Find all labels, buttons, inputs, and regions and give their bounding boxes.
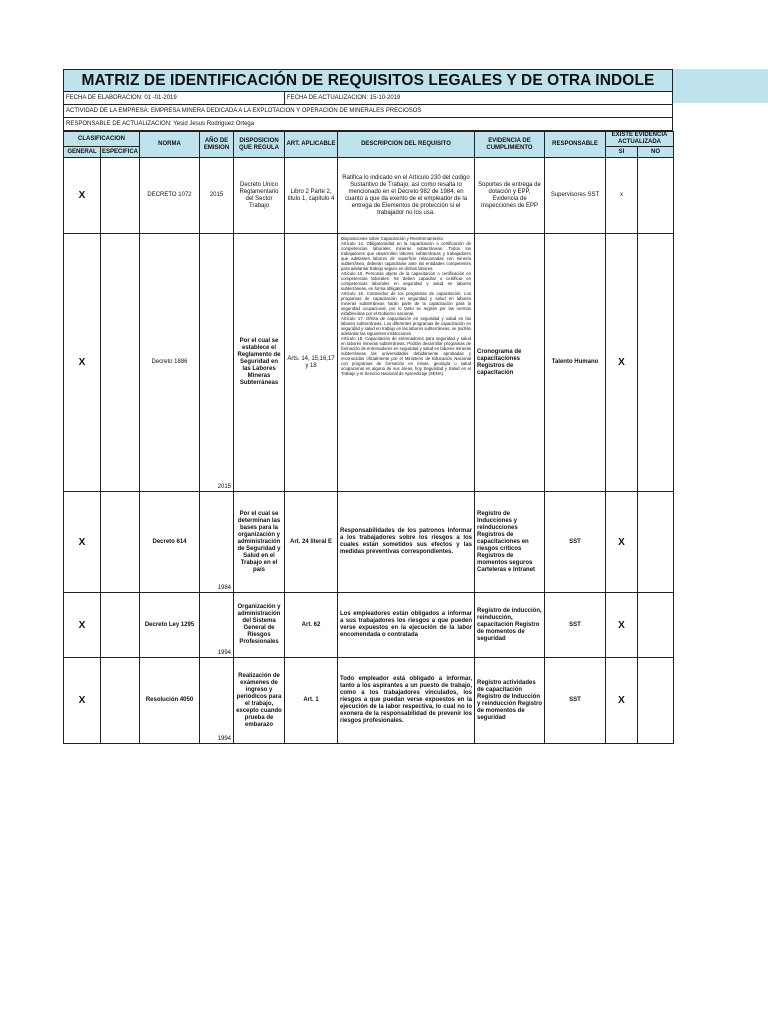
cell-no: [638, 658, 674, 744]
cell-especifica: [101, 492, 140, 593]
header-especifica: ESPECIFICA: [101, 147, 140, 158]
actividad-empresa: ACTIVIDAD DE LA EMPRESA: EMPRESA MINERA DEDICADA A LA EXPLOTACION Y OPERACIÓN DE MINERALES PRECIOSOS: [66, 108, 422, 114]
cell-especifica: [101, 658, 140, 744]
cell-anio: 1994: [217, 650, 231, 656]
cell-especifica: [101, 158, 140, 234]
cell-anio: 2015: [217, 484, 231, 490]
header-norma: NORMA: [140, 132, 200, 158]
cell-anio-container: [200, 492, 234, 593]
header-disposicion: DISPOSICION QUE REGULA: [234, 132, 285, 158]
table-row: [64, 593, 674, 658]
cell-art: Art. 62: [285, 593, 338, 658]
cell-descripcion: Ratifica lo indicado en el Artículo 230 del codigo Sustantivo de Trabajo, así como resalta lo mencionado en el Decreto 982 de 1984, en cuanto a que da exento de el empleador de la entrega de Elementos de protección si el trabajador no los usa.: [338, 158, 475, 234]
descripcion-paragraph: Disposiciones sobre Capacitación y Reentrenamiento: [341, 236, 443, 241]
cell-no: [638, 492, 674, 593]
cell-norma: DECRETO 1072: [140, 158, 200, 234]
cell-descripcion: Todo empleador está obligado a informar, tanto a los aspirantes a un puesto de trabajo, como a los trabajadores vinculados, los riesgos a que puedan verse expuestos en la ejecución de la labor respectiva, lo cual no lo exonera de la responsabilidad de prevenir los riesgos profesionales.: [338, 658, 475, 744]
responsible-row: [63, 118, 673, 131]
cell-evidencia: Registro de Inducciones y reinducciones Registros de capacitaciones en riesgos críticos Registros de momentos seguros Carteleras e Intranet: [475, 492, 545, 593]
cell-anio-container: [200, 658, 234, 744]
cell-general: X: [64, 658, 101, 744]
cell-general: X: [64, 593, 101, 658]
cell-anio-container: [200, 593, 234, 658]
header-no: NO: [638, 147, 674, 158]
cell-general: X: [64, 492, 101, 593]
activity-row: [63, 105, 673, 118]
cell-no: [638, 593, 674, 658]
cell-anio: 1994: [217, 736, 231, 742]
cell-anio: 2015: [200, 158, 234, 234]
cell-norma: Decreto 614: [140, 492, 200, 593]
responsable-actualizacion: RESPONSABLE DE ACTUALIZACION: Yesid Jesus Rodriguez Ortega: [66, 121, 255, 127]
header-anio: AÑO DE EMISION: [200, 132, 234, 158]
cell-disposicion: Realización de exámenes de ingreso y periódicos para el trabajo, excepto cuando prueba de embarazo: [234, 658, 285, 744]
cell-evidencia: Registro de inducción, reinducción, capacitación Registro de momentos de seguridad: [475, 593, 545, 658]
table-row: [64, 492, 674, 593]
cell-si: X: [606, 593, 638, 658]
cell-art: Art. 1: [285, 658, 338, 744]
descripcion-paragraph: Artículo 17. Oferta de capacitación en seguridad y salud en las labores subterráneas. Los diferentes programas de capacitación en seguridad y salud en trabajo en las labores subterráneas, se podrán adelantar las siguientes instituciones: [341, 316, 471, 336]
cell-general: X: [64, 158, 101, 234]
descripcion-paragraph: Artículo 15. Personas objeto de la capacitación o certificación en competencias laborales. Se deben capacitar o certificar en competencias laborales en seguridad y salud en labores subterráneas, en forma obligatoria: [341, 271, 471, 291]
cell-descripcion: Responsabilidades de los patronos Informar a los trabajadores sobre los riesgos a los cuales están sometidos sus efectos y las medidas preventivas correspondientes.: [338, 492, 475, 593]
header-art: ART. APLICABLE: [285, 132, 338, 158]
cell-disposicion: Decreto Unico Reglamentario del Sector Trabajo: [234, 158, 285, 234]
cell-si: X: [606, 234, 638, 492]
dates-row: [63, 92, 673, 105]
cell-norma: Decreto Ley 1295: [140, 593, 200, 658]
descripcion-paragraph: Artículo 16. Contenidos de los programas de capacitación. Los programas de capacitación en seguridad y salud en labores mineras subterráneas harán parte de la capacitación para la seguridad ocupacional, por lo tanto se regirán por las normas establecidas por el Gobierno nacional.: [341, 291, 471, 316]
cell-responsable: Supervisores SST: [545, 158, 606, 234]
header-clasificacion: CLASIFICACION: [64, 132, 140, 147]
requirements-table: [63, 131, 674, 744]
cell-anio-container: [200, 234, 234, 492]
cell-evidencia: Soportes de entrega de dotación y EPP, Evidencia de Inspecciones de EPP: [475, 158, 545, 234]
header-si: SI: [606, 147, 638, 158]
fecha-elaboracion: FECHA DE ELABORACION: 01 -01-2019: [66, 95, 177, 101]
header-descripcion: DESCRIPCION DEL REQUISITO: [338, 132, 475, 158]
descripcion-paragraph: Artículo 18. Capacitación de entrenadores para seguridad y salud en labores mineras subterráneas. Podrán desarrollar programas de formación de entrenadores en seguridad y salud en labores mineras subterráneas las universidades debidamente aprobadas y reconocidas oficialmente por el Ministerio de Educación Nacional con programas de formación en minas, geología o salud ocupacional en alguna de sus áreas, hoy Seguridad y Salud en el Trabajo y el Servicio Nacional de Aprendizaje (SENA).: [341, 336, 471, 376]
header-general: GENERAL: [64, 147, 101, 158]
cell-evidencia: Cronograma de capacitaciones Registros de capacitación: [475, 234, 545, 492]
cell-disposicion: Por el cual se establece el Reglamento de Seguridad en las Labores Mineras Subterráneas: [234, 234, 285, 492]
header-band-extension: [672, 69, 768, 103]
cell-si: X: [606, 492, 638, 593]
cell-no: [638, 234, 674, 492]
cell-evidencia: Registro actividades de capacitación Registro de Inducción y reinducción Registro de momentos de seguridad: [475, 658, 545, 744]
requirements-matrix: [63, 69, 673, 744]
fecha-actualizacion: FECHA DE ACTUALIZACION: 15-10-2019: [284, 92, 400, 104]
header-evidencia: EVIDENCIA DE CUMPLIMIENTO: [475, 132, 545, 158]
cell-responsable: SST: [545, 593, 606, 658]
cell-descripcion: [338, 234, 475, 492]
cell-si: X: [606, 658, 638, 744]
cell-anio: 1984: [217, 585, 231, 591]
page-title: MATRIZ DE IDENTIFICACIÓN DE REQUISITOS LEGALES Y DE OTRA INDOLE: [63, 69, 673, 92]
header-responsable: RESPONSABLE: [545, 132, 606, 158]
table-row: [64, 658, 674, 744]
cell-norma: Resolución 4050: [140, 658, 200, 744]
table-row: [64, 158, 674, 234]
cell-art: Libro 2 Parte 2, titulo 1, capitulo 4: [285, 158, 338, 234]
cell-no: [638, 158, 674, 234]
cell-especifica: [101, 593, 140, 658]
cell-si: x: [606, 158, 638, 234]
cell-responsable: Talento Humano: [545, 234, 606, 492]
cell-descripcion: Los empleadores están obligados a informar a sus trabajadores los riesgos a que pueden verse expuestos en la ejecución de la labor encomendada o contratada: [338, 593, 475, 658]
cell-disposicion: Organización y administración del Sistema General de Riesgos Profesionales: [234, 593, 285, 658]
cell-disposicion: Por el cual se determinan las bases para la organización y administración de Seguridad y Salud en el Trabajo en el país: [234, 492, 285, 593]
cell-norma: Decreto 1886: [140, 234, 200, 492]
cell-art: Art. 24 literal E: [285, 492, 338, 593]
cell-especifica: [101, 234, 140, 492]
cell-responsable: SST: [545, 492, 606, 593]
table-row: [64, 234, 674, 492]
cell-general: X: [64, 234, 101, 492]
header-existe-evidencia: EXISTE EVIDENCIA ACTUALIZADA: [606, 132, 674, 147]
descripcion-paragraph: Artículo 14. Obligatoriedad en la capacitación o certificación de competencias laborales mineras subterráneas. Todos los trabajadores que desarrollen labores subterráneas y trabajadores que adelanten labores de superficie relacionadas con minería subterránea, deberán capacitarse ante las entidades competentes para adelantar trabajo seguro en dichas labores.: [341, 241, 471, 271]
cell-art: Arts. 14, 15,16,17 y 18: [285, 234, 338, 492]
cell-responsable: SST: [545, 658, 606, 744]
